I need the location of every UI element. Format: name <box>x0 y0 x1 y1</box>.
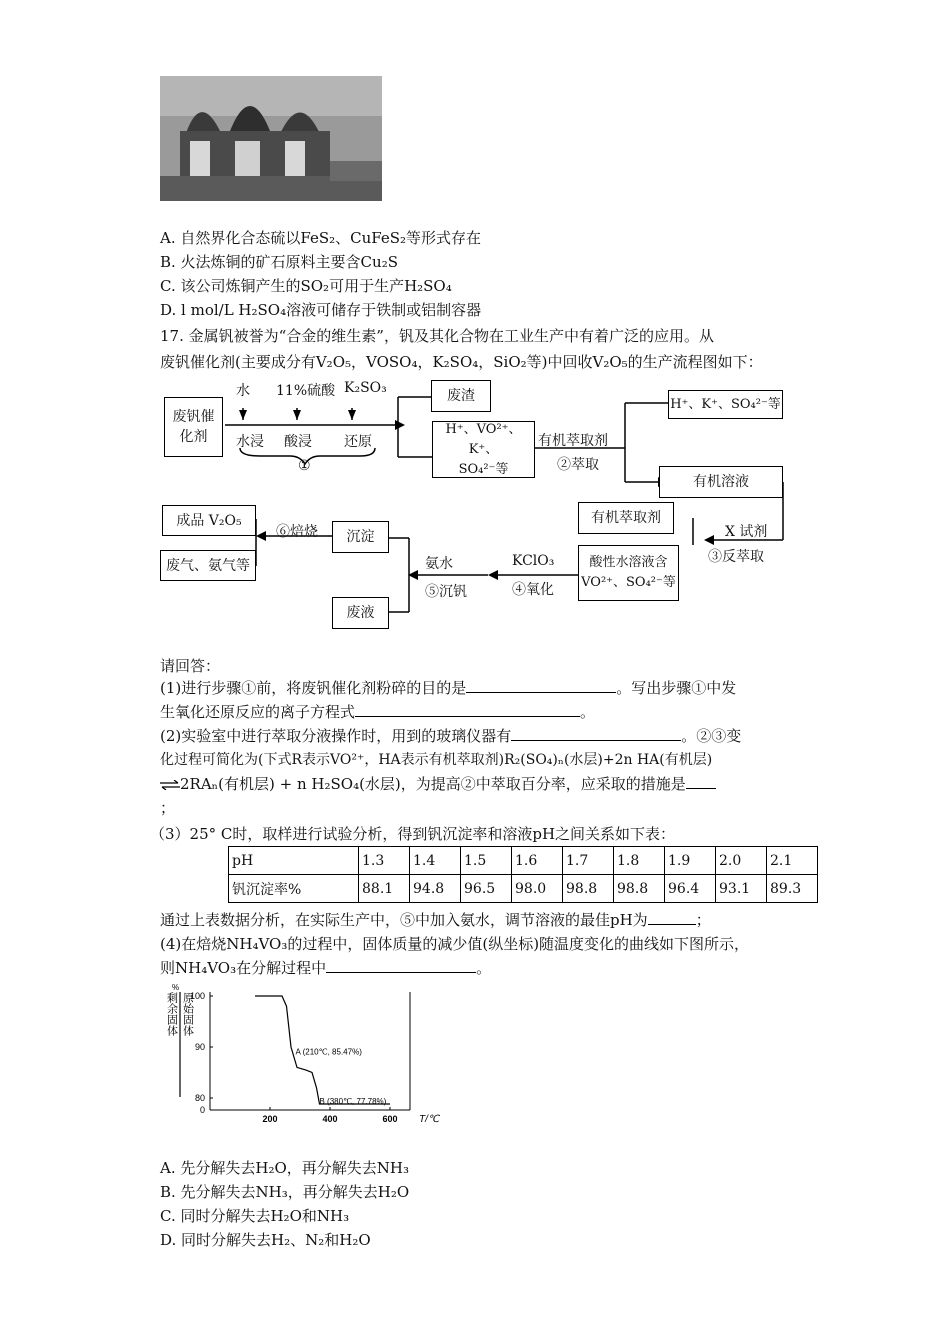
q2-c: 化过程可简化为(下式R表示VO²⁺，HA表示有机萃取剂)R₂(SO₄)ₙ(水层)+2n HA(有机层) <box>160 752 713 768</box>
chart-ylabel-unit: % <box>172 983 180 992</box>
table-row <box>229 875 818 903</box>
table-cell: 98.8 <box>614 875 665 903</box>
chart-y-tick-label: 100 <box>189 991 205 1001</box>
flow-step-reduce: 还原 <box>344 434 372 450</box>
flow-waste-liquid: 废液 <box>346 605 375 621</box>
flow-waste-gas-box <box>160 550 256 581</box>
q2-blank-measure[interactable] <box>686 774 716 789</box>
flow-ammonia: 氨水 <box>425 556 453 572</box>
chart-y-tick-label: 0 <box>199 1105 205 1115</box>
flow-aqueous-box <box>668 390 783 419</box>
q2-blank-glassware[interactable] <box>511 726 681 741</box>
flow-step5: ⑤沉钒 <box>425 584 467 600</box>
table-cell: 89.3 <box>767 875 818 903</box>
q1-line2 <box>160 702 595 722</box>
table-cell: 1.6 <box>512 847 563 875</box>
option-b-top: B. 火法炼铜的矿石原料主要含Cu₂S <box>160 253 398 271</box>
q3-b: ； <box>695 911 711 929</box>
flow-top-water: 水 <box>236 383 250 399</box>
q1-b: 。写出步骤①中发 <box>616 679 737 697</box>
option-b-bottom: B. 先分解失去NH₃，再分解失去H₂O <box>160 1183 410 1201</box>
q2-d: 2RAₙ(有机层) + n H₂SO₄(水层)，为提高②中萃取百分率，应采取的措施是 <box>180 775 686 793</box>
chart-ylabel-bottom: 原始固体 <box>181 992 195 1036</box>
decomposition-chart-svg <box>160 982 440 1132</box>
table-cell: 93.1 <box>716 875 767 903</box>
q1-d: 。 <box>580 703 596 721</box>
option-a-bottom: A. 先分解失去H₂O，再分解失去NH₃ <box>160 1159 409 1177</box>
flow-raw-catalyst <box>164 397 223 457</box>
table-cell: 1.4 <box>410 847 461 875</box>
q3-line <box>160 910 711 930</box>
q3-blank-ph[interactable] <box>648 910 696 925</box>
table-cell: 96.5 <box>461 875 512 903</box>
chart-x-tick-label: 400 <box>322 1114 338 1124</box>
chart-y-tick-label: 90 <box>194 1042 205 1052</box>
chart-annotation-b: B (380℃, 77.78%) <box>319 1097 387 1106</box>
q1-line1 <box>160 678 736 698</box>
flow-solution-box <box>432 421 535 478</box>
flow-aqueous-ions: H⁺、K⁺、SO₄²⁻等 <box>670 396 781 412</box>
flow-solution-line2: SO₄²⁻等 <box>458 461 509 477</box>
q1-c: 生氧化还原反应的离子方程式 <box>160 703 356 721</box>
flow-acid-aq-box <box>578 545 679 601</box>
q4-line2 <box>160 958 491 978</box>
table-cell: 1.9 <box>665 847 716 875</box>
flow-step4: ④氧化 <box>512 582 554 598</box>
flow-acid-aq-line2: VO²⁺、SO₄²⁻等 <box>581 575 676 590</box>
q4-c: 。 <box>476 959 492 977</box>
answer-prompt: 请回答： <box>160 657 221 675</box>
q2-b: 。②③变 <box>681 727 742 745</box>
q3-a: 通过上表数据分析，在实际生产中，⑤中加入氨水，调节溶液的最佳pH为 <box>160 911 648 929</box>
ph-precipitation-table <box>228 846 818 903</box>
flow-solution-line1: H⁺、VO²⁺、K⁺、 <box>445 421 522 457</box>
table-row <box>229 847 818 875</box>
q17-intro-1: 17. 金属钒被誉为“合金的维生素”，钒及其化合物在工业生产中有着广泛的应用。从 <box>160 327 714 345</box>
table-cell: 88.1 <box>359 875 410 903</box>
chart-x-unit: T/℃ <box>419 1114 440 1125</box>
table-cell: 2.0 <box>716 847 767 875</box>
table-cell: 98.8 <box>563 875 614 903</box>
option-d-bottom: D. 同时分解失去H₂、N₂和H₂O <box>160 1231 371 1249</box>
q2-line1 <box>160 726 741 746</box>
flow-kclo3: KClO₃ <box>512 553 555 569</box>
table-header-rate: 钒沉淀率% <box>229 875 359 903</box>
table-header-ph: pH <box>229 847 359 875</box>
table-cell: 98.0 <box>512 875 563 903</box>
flow-product-box <box>162 505 256 536</box>
flow-acid-aq-line1: 酸性水溶液含 <box>589 555 668 570</box>
option-d-top: D. l mol/L H₂SO₄溶液可储存于铁制或铝制容器 <box>160 301 482 319</box>
flow-raw-label: 废钒催化剂 <box>172 409 215 445</box>
flow-step2: ②萃取 <box>557 457 599 473</box>
table-cell: 1.5 <box>461 847 512 875</box>
flow-step1: ① <box>298 458 311 474</box>
flow-precipitate-box <box>332 521 389 553</box>
table-cell: 1.3 <box>359 847 410 875</box>
flow-precipitate: 沉淀 <box>346 529 375 545</box>
flow-connectors <box>0 0 950 660</box>
q2-a: (2)实验室中进行萃取分液操作时，用到的玻璃仪器有 <box>160 727 512 745</box>
flow-step6: ⑥焙烧 <box>276 524 318 540</box>
chart-x-tick-label: 600 <box>382 1114 398 1124</box>
equilibrium-arrow-icon <box>160 775 180 795</box>
flow-waste-gas: 废气、氨气等 <box>166 557 250 574</box>
flow-top-acid: 11%硫酸 <box>276 383 336 399</box>
flow-organic-box <box>659 466 783 498</box>
option-c-bottom: C. 同时分解失去H₂O和NH₃ <box>160 1207 350 1225</box>
flow-organic-solution: 有机溶液 <box>693 474 749 490</box>
q4-b: 则NH₄VO₃在分解过程中 <box>160 959 327 977</box>
flow-step3: ③反萃取 <box>708 549 764 565</box>
q17-intro-2: 废钒催化剂(主要成分有V₂O₅，VOSO₄，K₂SO₄，SiO₂等)中回收V₂O₅的生产流程图如下： <box>160 353 763 371</box>
flow-x-reagent: X 试剂 <box>725 524 768 540</box>
flow-top-k2so3: K₂SO₃ <box>344 380 387 396</box>
table-cell: 1.8 <box>614 847 665 875</box>
flow-recycle-extractant: 有机萃取剂 <box>591 510 661 526</box>
chart-ylabel-top: 剩余固体 <box>165 992 179 1036</box>
decomposition-chart <box>160 982 440 1136</box>
option-a-top: A. 自然界化合态硫以FeS₂、CuFeS₂等形式存在 <box>160 229 482 247</box>
q1-blank-purpose[interactable] <box>466 678 616 693</box>
option-c-top: C. 该公司炼铜产生的SO₂可用于生产H₂SO₄ <box>160 277 452 295</box>
q2-e: ； <box>160 799 176 817</box>
q3-intro: （3）25° C时，取样进行试验分析，得到钒沉淀率和溶液pH之间关系如下表： <box>150 825 676 843</box>
flow-residue: 废渣 <box>447 388 475 404</box>
flow-product: 成品 V₂O₅ <box>176 512 242 529</box>
q4-a: (4)在焙烧NH₄VO₃的过程中，固体质量的减少值(纵坐标)随温度变化的曲线如下图所示， <box>160 935 750 953</box>
q1-blank-equation[interactable] <box>355 702 580 717</box>
chart-x-tick-label: 200 <box>262 1114 278 1124</box>
flow-extractant-label: 有机萃取剂 <box>538 433 608 449</box>
flow-waste-liquid-box <box>332 597 389 629</box>
flow-residue-box <box>431 380 491 412</box>
table-cell: 96.4 <box>665 875 716 903</box>
chart-annotation-a: A (210℃, 85.47%) <box>295 1047 362 1057</box>
flow-step-water: 水浸 <box>236 434 264 450</box>
q2-line3 <box>160 774 716 795</box>
table-cell: 94.8 <box>410 875 461 903</box>
chart-y-tick-label: 80 <box>194 1093 205 1103</box>
q4-blank-process[interactable] <box>326 958 476 973</box>
table-cell: 1.7 <box>563 847 614 875</box>
q1-a: (1)进行步骤①前，将废钒催化剂粉碎的目的是 <box>160 679 467 697</box>
flow-step-acid: 酸浸 <box>284 434 312 450</box>
flow-recycle-box <box>578 502 674 534</box>
table-cell: 2.1 <box>767 847 818 875</box>
